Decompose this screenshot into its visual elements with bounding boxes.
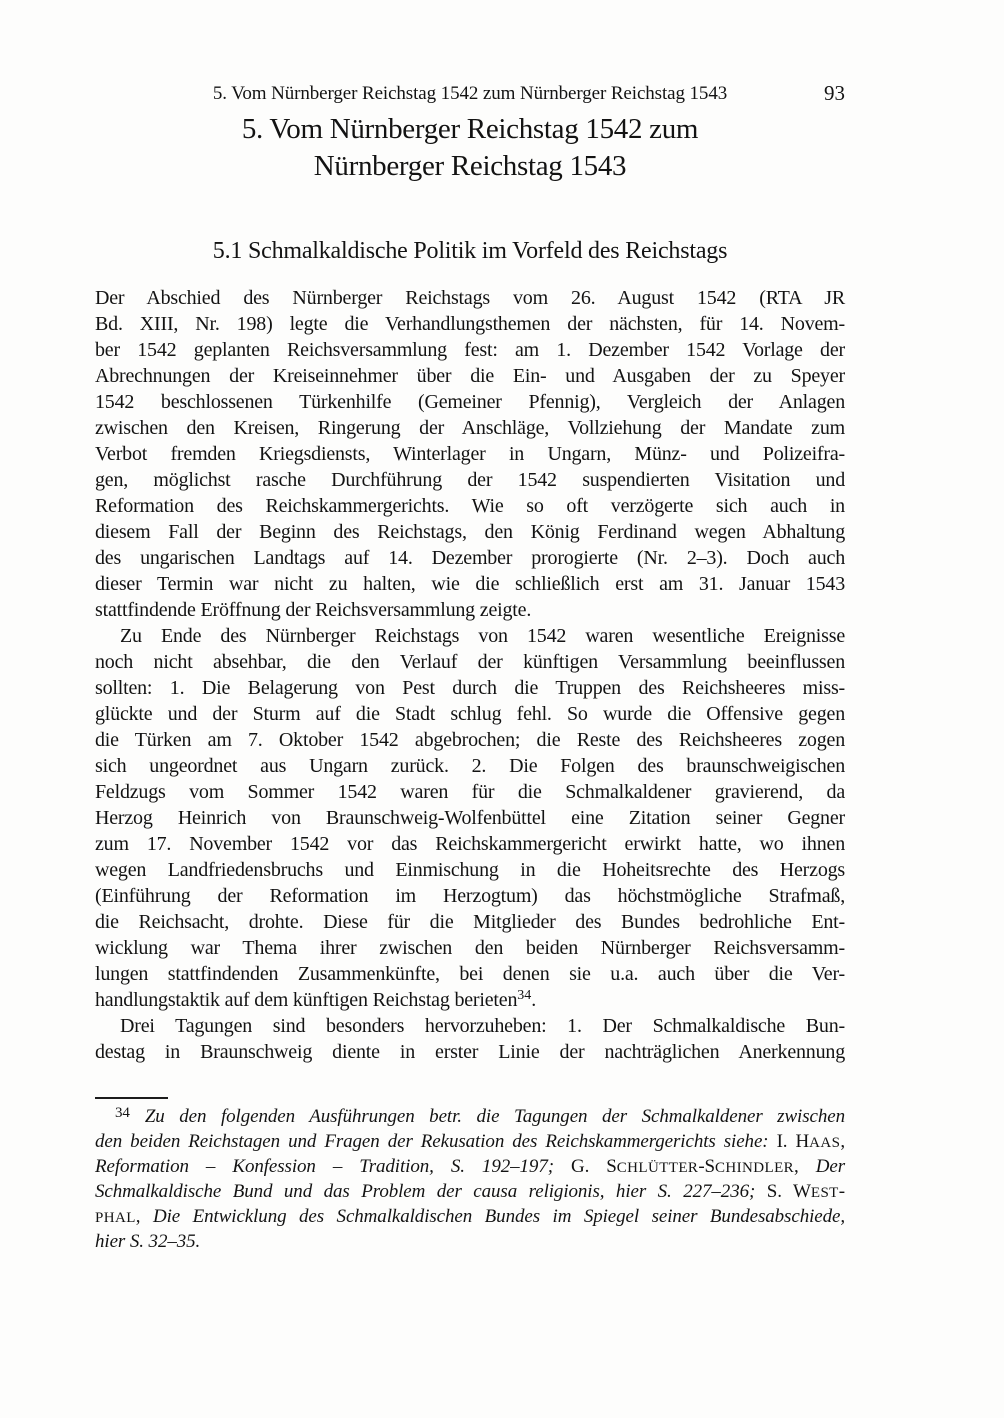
footnote-line	[95, 1229, 845, 1254]
page-number: 93	[824, 81, 845, 105]
text-line: zum 17. November 1542 vor das Reichskammergericht erwirkt hatte, wo ihnen	[95, 833, 845, 855]
text-line: noch nicht absehbar, die den Verlauf der künftigen Versammlung beeinflussen	[95, 651, 845, 673]
text-line: Drei Tagungen sind besonders hervorzuheben: 1. Der Schmalkaldische Bun-	[120, 1015, 845, 1037]
text-line: Feldzugs vom Sommer 1542 waren für die Schmalkaldener gravierend, da	[95, 781, 845, 803]
text-line: Zu Ende des Nürnberger Reichstags von 1542 waren wesentliche Ereignisse	[120, 625, 845, 647]
text-line: diesem Fall der Beginn des Reichstags, den König Ferdinand wegen Abhaltung	[95, 521, 845, 543]
footnote-text-segment: -	[838, 1181, 845, 1202]
footnote-text-segment: hier S. 32–35.	[95, 1231, 201, 1252]
footnote-text-segment: -S	[698, 1156, 716, 1177]
text-line: des ungarischen Landtags auf 14. Dezember prorogierte (Nr. 2–3). Doch auch	[95, 547, 845, 569]
text-line: ber 1542 geplanten Reichsversammlung fest: am 1. Dezember 1542 Vorlage der	[95, 339, 845, 361]
text-line: sich ungeordnet aus Ungarn zurück. 2. Die Folgen des braunschweigischen	[95, 755, 845, 777]
footnote-text-segment: ,	[794, 1156, 816, 1177]
footnote-text-segment: Der	[815, 1156, 845, 1177]
footnote-line	[95, 1129, 845, 1154]
chapter-title-line-2: Nürnberger Reichstag 1543	[313, 150, 627, 182]
footnote-line	[95, 1204, 845, 1229]
text-line: lungen stattfindenden Zusammenkünfte, bei denen sie u.a. auch über die Ver-	[95, 963, 845, 985]
footnote-text-segment: Reformation – Konfession – Tradition, S. 192–197;	[95, 1156, 571, 1177]
footnote-text-segment: AAS	[809, 1135, 841, 1151]
footnote-text-segment: Die Entwicklung des Schmalkaldischen Bundes im Spiegel seiner Bundesabschiede,	[152, 1206, 845, 1227]
footnote-text-segment: Schmalkaldische Bund und das Problem der causa religionis, hier S. 227–236;	[95, 1181, 767, 1202]
text-line: Verbot fremden Kriegsdiensts, Winterlager in Ungarn, Münz- und Polizeifra-	[95, 443, 845, 465]
section-title: 5.1 Schmalkaldische Politik im Vorfeld des Reichstags	[212, 238, 728, 264]
chapter-title	[95, 111, 845, 185]
footnote-text-segment: CHLÜTTER	[616, 1160, 699, 1176]
footnote-text-segment: S. W	[766, 1181, 811, 1202]
text-line: die Reichsacht, drohte. Diese für die Mitglieder des Bundes bedrohliche Ent-	[95, 911, 845, 933]
text-line: sollten: 1. Die Belagerung von Pest durch die Truppen des Reichsheeres miss-	[95, 677, 845, 699]
footnote	[95, 1104, 845, 1254]
text-line: 1542 beschlossenen Türkenhilfe (Gemeiner Pfennig), Vergleich der Anlagen	[95, 391, 845, 413]
text-line: Herzog Heinrich von Braunschweig-Wolfenbüttel eine Zitation seiner Gegner	[95, 807, 845, 829]
footnote-reference: 34	[517, 988, 532, 1003]
text-line: die Türken am 7. Oktober 1542 abgebrochen; die Reste des Reichsheeres zogen	[95, 729, 845, 751]
footnote-text-segment: EST	[810, 1185, 839, 1201]
text-line: wicklung war Thema ihrer zwischen den beiden Nürnberger Reichsversamm-	[95, 937, 845, 959]
text-line: stattfindende Eröffnung der Reichsversammlung zeigte.	[95, 599, 532, 621]
footnote-line	[95, 1179, 845, 1204]
footnote-text-segment: PHAL	[95, 1210, 136, 1226]
text-line: glückte und der Sturm auf die Stadt schlug fehl. So wurde die Offensive gegen	[95, 703, 845, 725]
text-line: Reformation des Reichskammergerichts. Wie so oft verzögerte sich auch in	[95, 495, 845, 517]
footnote-text-segment: G. S	[571, 1156, 617, 1177]
footnote-line	[95, 1154, 845, 1179]
footnote-text-segment: CHINDLER	[715, 1160, 795, 1176]
text-line: Bd. XIII, Nr. 198) legte die Verhandlungsthemen der nächsten, für 14. Novem-	[95, 313, 845, 335]
text-line: zwischen den Kreisen, Ringerung der Anschläge, Vollziehung der Mandate zum	[95, 417, 845, 439]
text-line: Der Abschied des Nürnberger Reichstags vom 26. August 1542 (RTA JR	[95, 287, 845, 309]
body-text	[95, 285, 845, 1065]
footnote-text-segment: I. H	[776, 1131, 810, 1152]
footnote-text-segment: ,	[840, 1131, 845, 1152]
paragraph	[95, 285, 845, 623]
chapter-title-line-1: 5. Vom Nürnberger Reichstag 1542 zum	[241, 113, 699, 145]
footnote-number: 34	[115, 1105, 130, 1121]
text-line: Abrechnungen der Kreiseinnehmer über die Ein- und Ausgaben der zu Speyer	[95, 365, 845, 387]
text-line: wegen Landfriedensbruchs und Einmischung in die Hoheitsrechte des Herzogs	[95, 859, 845, 881]
footnote-text-segment: Zu den folgenden Ausführungen betr. die Tagungen der Schmalkaldener zwischen	[144, 1106, 845, 1127]
text-line: (Einführung der Reformation im Herzogtum) das höchstmögliche Strafmaß,	[95, 885, 845, 907]
footnote-separator-rule	[95, 1097, 168, 1099]
running-header: 5. Vom Nürnberger Reichstag 1542 zum Nürnberger Reichstag 1543	[212, 83, 728, 104]
text-line: handlungstaktik auf dem künftigen Reichstag berieten$^{34}$.	[95, 988, 537, 1011]
paragraph	[95, 1013, 845, 1065]
text-line: destag in Braunschweig diente in erster Linie der nachträglichen Anerkennung	[95, 1041, 845, 1063]
footnote-text-segment: ,	[135, 1206, 153, 1227]
footnote-text-segment: den beiden Reichstagen und Fragen der Rekusation des Reichskammergerichts siehe:	[95, 1131, 777, 1152]
footnote-line	[95, 1104, 845, 1129]
text-line: dieser Termin war nicht zu halten, wie die schließlich erst am 31. Januar 1543	[95, 573, 845, 595]
paragraph	[95, 623, 845, 1013]
text-line: gen, möglichst rasche Durchführung der 1542 suspendierten Visitation und	[95, 469, 845, 491]
